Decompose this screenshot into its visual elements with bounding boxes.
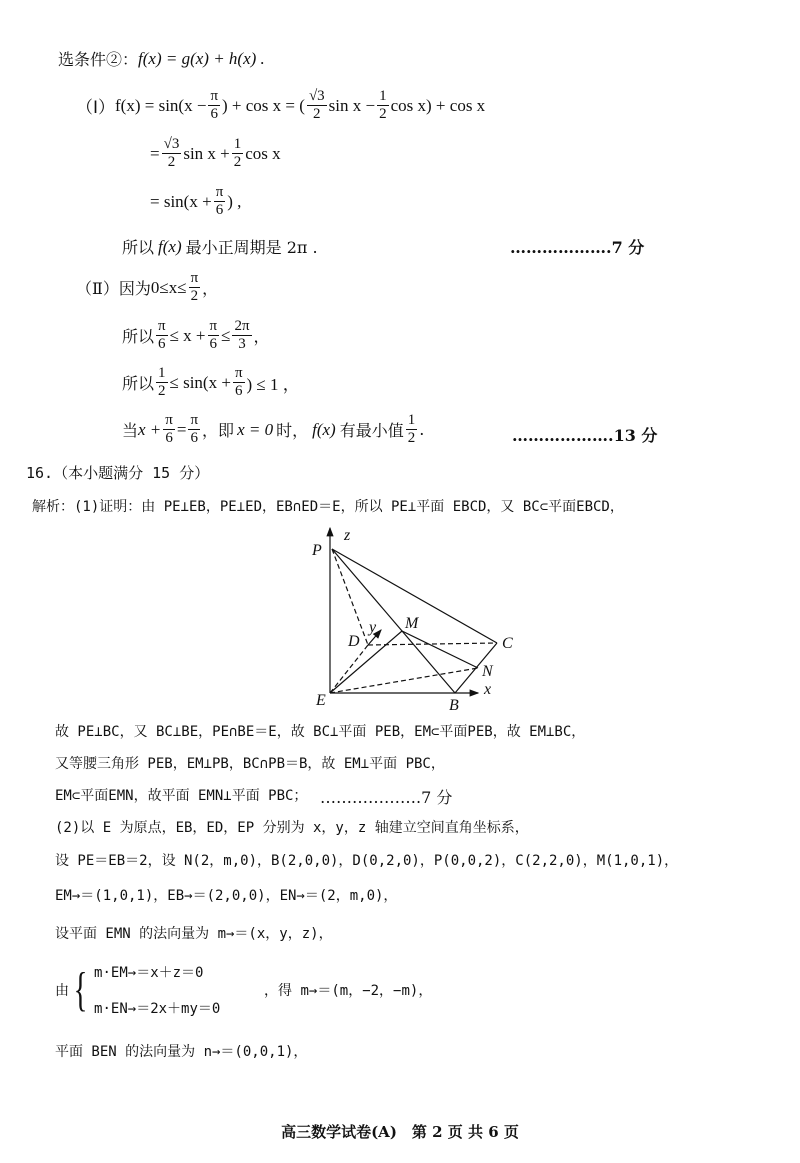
score-7: ……………….7 分 <box>320 788 453 807</box>
edge-PD <box>332 549 368 645</box>
denominator: 2 <box>313 106 321 122</box>
part-label: （Ⅰ） <box>76 98 116 117</box>
numerator: π <box>210 88 219 104</box>
solution-line: 又等腰三角形 PEB，EM⊥PB，BC∩PB＝B，故 EM⊥平面 PBC， <box>55 756 445 772</box>
page-footer: 高三数学试卷(A) 第 2 页 共 6 页 <box>281 1123 519 1141</box>
denominator: 6 <box>210 106 218 122</box>
denominator: 2 <box>167 154 176 170</box>
expr: = sin(x + <box>150 191 212 211</box>
system-rows <box>94 962 264 1018</box>
expr: x = 0 <box>237 419 274 439</box>
text: ，得 m→＝(m，−2，−m)， <box>264 983 433 999</box>
score-7: ……………….7 分 <box>510 238 645 257</box>
numerator: 2π <box>234 318 250 334</box>
numerator: π <box>215 184 224 200</box>
denominator: 6 <box>215 202 224 218</box>
label-C: C <box>502 635 513 652</box>
label-D: D <box>348 633 360 650</box>
solution-line: 设 PE＝EB＝2，设 N(2，m,0)，B(2,0,0)，D(0,2,0)，P(0,0,2)，C(2,2,0)，M(1,0,1)， <box>55 853 679 869</box>
edge-PB <box>332 549 455 693</box>
numerator: 1 <box>158 365 166 381</box>
numerator: 1 <box>379 88 387 104</box>
text: 当 <box>122 421 139 440</box>
denominator: 6 <box>234 383 243 399</box>
expr: ) + cos x = ( <box>222 95 305 115</box>
solution-line: 设平面 EMN 的法向量为 m→＝(x，y，z)， <box>55 926 333 942</box>
numerator: π <box>190 412 199 428</box>
condition-label: 选条件②： <box>58 50 139 69</box>
expr: f(x) = sin(x − <box>115 95 207 115</box>
denominator: 6 <box>190 430 198 446</box>
brace-icon: { <box>73 963 88 1016</box>
expr: x + <box>138 419 162 439</box>
solution-line: (2)以 E 为原点，EB，ED，EP 分别为 x，y，z 轴建立空间直角坐标系， <box>55 820 529 836</box>
label-B: B <box>449 697 459 714</box>
denominator: 2 <box>379 106 387 122</box>
expr: 0≤x≤ <box>150 277 187 297</box>
label-E: E <box>316 692 326 709</box>
text: （Ⅱ）因为 <box>76 279 151 298</box>
expr: cos x <box>245 143 281 163</box>
expr: ≤ <box>221 325 231 345</box>
expr: = <box>150 143 160 163</box>
question-title: 16.（本小题满分 15 分） <box>26 464 210 482</box>
solution-line: EM⊂平面EMN，故平面 EMN⊥平面 PBC； <box>55 788 308 804</box>
text: . <box>419 420 425 439</box>
numerator: √3 <box>163 136 180 152</box>
label-P: P <box>312 542 322 559</box>
text: 时， <box>276 421 309 440</box>
text: 所以 <box>122 374 155 393</box>
denominator: 2 <box>407 430 416 446</box>
expr: f(x) <box>312 419 336 439</box>
label-z: z <box>344 527 351 544</box>
text: ， <box>202 279 219 298</box>
expr: ) ≤ 1 ， <box>246 375 300 394</box>
edge-ED <box>330 645 368 693</box>
score-13: ……………….13 分 <box>512 426 658 445</box>
numerator: 1 <box>233 136 242 152</box>
numerator: π <box>165 412 173 428</box>
numerator: 1 <box>407 412 416 428</box>
denominator: 6 <box>158 336 166 352</box>
text: ， <box>253 327 270 346</box>
denominator: 2 <box>158 383 166 399</box>
edge-EN <box>330 668 478 693</box>
numerator: π <box>190 270 199 286</box>
solution-line: EM→＝(1,0,1)，EB→＝(2,0,0)，EN→＝(2，m,0)， <box>55 888 398 904</box>
label-x: x <box>484 681 492 698</box>
condition-expr: f(x) = g(x) + h(x) . <box>138 48 265 68</box>
edge-MN <box>402 631 478 668</box>
label-y: y <box>369 619 377 636</box>
solution-line: 解析：(1)证明：由 PE⊥EB，PE⊥ED，EB∩ED＝E，所以 PE⊥平面 EBCD，又 BC⊂平面EBCD， <box>32 499 624 515</box>
numerator: π <box>234 365 243 381</box>
text: 所以 <box>122 238 155 257</box>
expr: sin x − <box>328 95 376 115</box>
label-N: N <box>482 663 493 680</box>
solution-line: 故 PE⊥BC，又 BC⊥BE，PE∩BE＝E，故 BC⊥平面 PEB，EM⊂平面PEB，故 EM⊥BC， <box>55 724 586 740</box>
numerator: √3 <box>308 88 325 104</box>
numerator: π <box>158 318 166 334</box>
label-M: M <box>405 615 419 632</box>
denominator: 2 <box>190 288 199 304</box>
equation: m·EM→＝x＋z＝0 <box>94 965 204 981</box>
expr: ≤ sin(x + <box>169 372 231 392</box>
expr: = <box>176 419 187 439</box>
denominator: 3 <box>238 336 246 352</box>
equation: m·EN→＝2x＋my＝0 <box>94 1001 221 1017</box>
expr: ) , <box>227 191 242 211</box>
expr: cos x) + cos x <box>390 95 486 115</box>
numerator: π <box>209 318 218 334</box>
text: 有最小值 <box>339 421 404 440</box>
text: 所以 <box>122 327 155 346</box>
expr: f(x) <box>158 236 182 256</box>
expr: sin x + <box>183 143 230 163</box>
expr: ≤ x + <box>169 325 206 345</box>
text: ，即 <box>202 421 235 440</box>
text: 最小正周期是 2π . <box>185 238 318 257</box>
denominator: 6 <box>209 336 218 352</box>
equation-system <box>55 962 432 1018</box>
denominator: 2 <box>233 154 242 170</box>
denominator: 6 <box>165 430 173 446</box>
solution-line: 平面 BEN 的法向量为 n→＝(0,0,1)， <box>55 1044 308 1060</box>
text: 由 <box>55 983 69 999</box>
